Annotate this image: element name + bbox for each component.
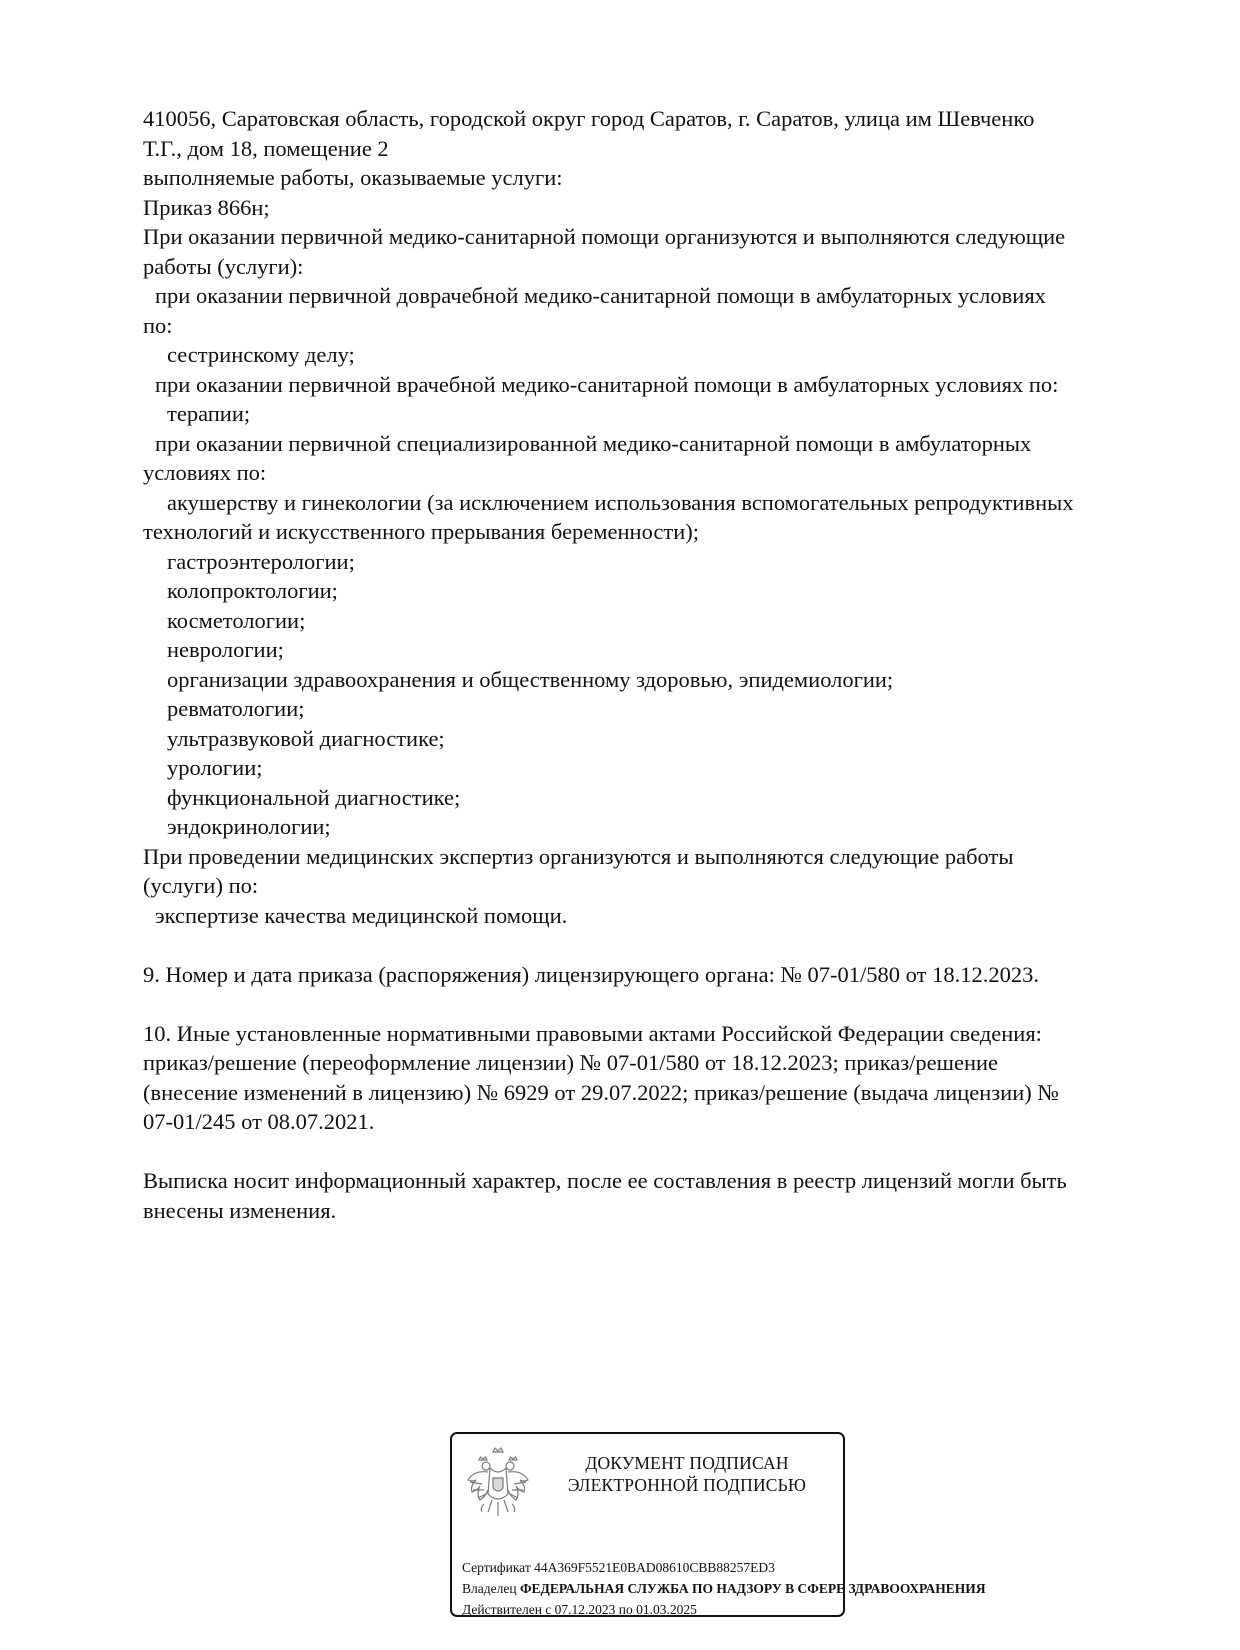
section-9-order: 9. Номер и дата приказа (распоряжения) лицензирующего органа: № 07-01/580 от 18.12.2023. xyxy=(143,961,1039,987)
paragraph-gap xyxy=(143,1137,1143,1167)
coat-of-arms-icon xyxy=(464,1446,532,1526)
service-cosmetology: косметологии; xyxy=(167,607,306,633)
section-10-line-1: 10. Иные установленные нормативными правовыми актами Российской Федерации сведения: xyxy=(143,1020,1042,1046)
service-obstetrics-2: технологий и искусственного прерывания беременности); xyxy=(143,519,700,544)
service-endocrinology: эндокринологии; xyxy=(167,814,331,839)
owner-label: Владелец xyxy=(462,1581,517,1596)
expertise-intro-2: (услуги) по: xyxy=(143,873,259,898)
service-coloproctology: колопроктологии; xyxy=(167,578,338,603)
paragraph-gap xyxy=(143,930,1143,960)
address-line-1: 410056, Саратовская область, городской округ город Саратов, г. Саратов, улица им Шевченко xyxy=(143,106,1035,131)
service-quality-expertise: экспертизе качества медицинской помощи. xyxy=(155,902,568,928)
works-heading: выполняемые работы, оказываемые услуги: xyxy=(143,165,563,190)
section-10-line-4: 07-01/245 от 08.07.2021. xyxy=(143,1109,375,1134)
prehospital-care-1: при оказании первичной доврачебной медико-санитарной помощи в амбулаторных условиях xyxy=(155,283,1046,308)
document-body xyxy=(143,104,1143,1225)
owner-value: ФЕДЕРАЛЬНАЯ СЛУЖБА ПО НАДЗОРУ В СФЕРЕ ЗДРАВООХРАНЕНИЯ xyxy=(519,1581,986,1596)
owner-row xyxy=(462,1578,1062,1599)
service-obstetrics-1: акушерству и гинекологии (за исключением использования вспомогательных репродуктивных xyxy=(167,489,1074,515)
stamp-details xyxy=(462,1557,1062,1620)
service-healthcare-organization: организации здравоохранения и общественному здоровью, эпидемиологии; xyxy=(167,666,894,692)
electronic-signature-stamp xyxy=(450,1432,986,1617)
specialized-care-2: условиях по: xyxy=(143,460,267,485)
stamp-title-line-2: ЭЛЕКТРОННОЙ ПОДПИСЬЮ xyxy=(567,1475,807,1495)
disclaimer-line-1: Выписка носит информационный характер, после ее составления в реестр лицензий могли быть xyxy=(143,1168,1067,1193)
service-gastroenterology: гастроэнтерологии; xyxy=(167,548,355,574)
primary-care-intro-2: работы (услуги): xyxy=(143,253,304,279)
certificate-value: 44A369F5521E0BAD08610CBB88257ED3 xyxy=(534,1560,775,1575)
service-functional-diagnostics: функциональной диагностике; xyxy=(167,784,461,810)
paragraph-gap xyxy=(143,989,1143,1019)
stamp-title xyxy=(542,1452,832,1496)
address-line-2: Т.Г., дом 18, помещение 2 xyxy=(143,135,389,161)
service-rheumatology: ревматологии; xyxy=(167,696,305,721)
specialized-care-1: при оказании первичной специализированной медико-санитарной помощи в амбулаторных xyxy=(155,430,1032,456)
service-ultrasound: ультразвуковой диагностике; xyxy=(167,725,445,751)
prehospital-care-2: по: xyxy=(143,312,173,338)
primary-care-intro-1: При оказании первичной медико-санитарной помощи организуются и выполняются следующие xyxy=(143,224,1066,249)
physician-care: при оказании первичной врачебной медико-санитарной помощи в амбулаторных условиях по: xyxy=(155,371,1059,397)
section-10-line-2: приказ/решение (переоформление лицензии) № 07-01/580 от 18.12.2023; приказ/решение xyxy=(143,1050,999,1075)
service-therapy: терапии; xyxy=(167,401,251,426)
validity-row: Действителен с 07.12.2023 по 01.03.2025 xyxy=(462,1602,697,1617)
certificate-label: Сертификат xyxy=(462,1560,531,1575)
order-reference: Приказ 866н; xyxy=(143,194,270,220)
certificate-row xyxy=(462,1557,1062,1578)
expertise-intro-1: При проведении медицинских экспертиз организуются и выполняются следующие работы xyxy=(143,843,1014,869)
disclaimer-line-2: внесены изменения. xyxy=(143,1197,337,1223)
service-nursing: сестринскому делу; xyxy=(167,342,355,367)
section-10-line-3: (внесение изменений в лицензию) № 6929 от 29.07.2022; приказ/решение (выдача лицензии) № xyxy=(143,1079,1059,1105)
service-urology: урологии; xyxy=(167,755,263,780)
stamp-title-line-1: ДОКУМЕНТ ПОДПИСАН xyxy=(585,1453,789,1473)
service-neurology: неврологии; xyxy=(167,637,284,662)
